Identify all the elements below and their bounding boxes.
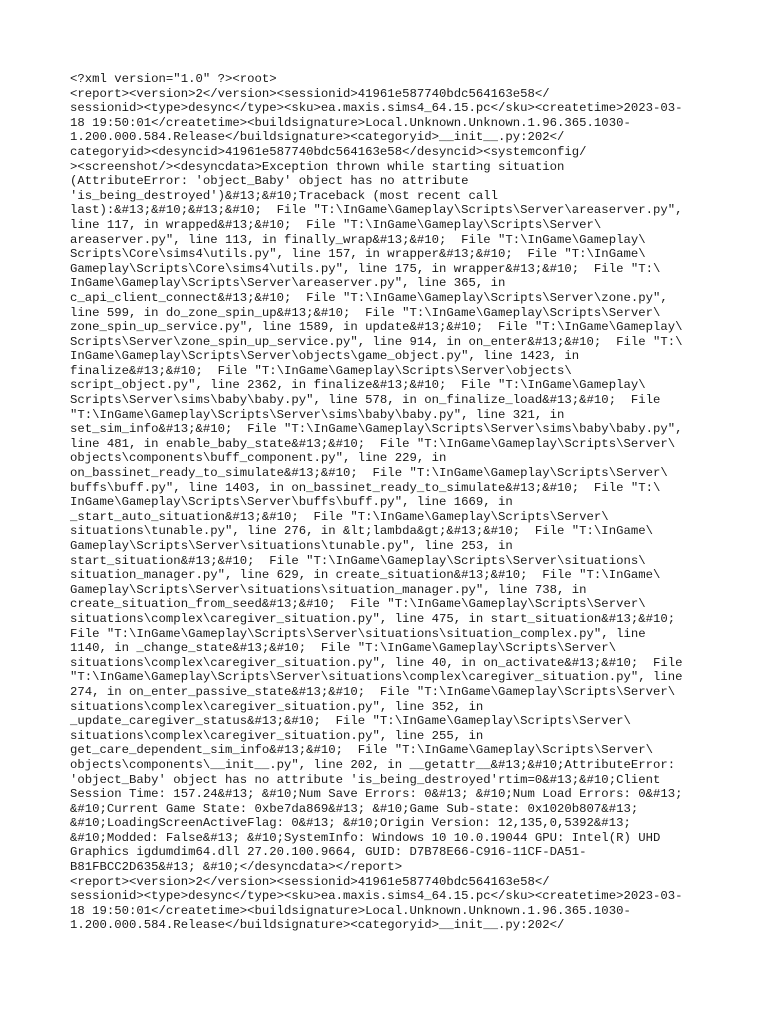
lastexception-xml-text: <?xml version="1.0" ?><root> <report><version>2</version><sessionid>41961e587740bdc564163e58</ sessionid><type>desync</type><sku>ea.maxis.sims4_64.15.pc</sku><createtime>2023-03- 18 19:50:01</createtime><buildsignature>Local.Unknown.Unknown.1.96.365.1030- 1.200.000.584.Release</buildsignature><categoryid>__init__.py:202</ categoryid><desyncid>41961e587740bdc564163e58</desyncid><systemconfig/ ><screenshot/><desyncdata>Exception thrown while starting situation (AttributeError: 'object_Baby' object has no attribute 'is_being_destroyed')&#13;&#10;Traceback (most recent call last):&#13;&#10;&#13;&#10; File "T:\InGame\Gameplay\Scripts\Server\areaserver.py", line 117, in wrapped&#13;&#10; File "T:\InGame\Gameplay\Scripts\Server\ areaserver.py", line 113, in finally_wrap&#13;&#10; File "T:\InGame\Gameplay\ Scripts\Core\sims4\utils.py", line 157, in wrapper&#13;&#10; File "T:\InGame\ Gameplay\Scripts\Core\sims4\utils.py", line 175, in wrapper&#13;&#10; File "T:\ InGame\Gameplay\Scripts\Server\areaserver.py", line 365, in c_api_client_connect&#13;&#10; File "T:\InGame\Gameplay\Scripts\Server\zone.py", line 599, in do_zone_spin_up&#13;&#10; File "T:\InGame\Gameplay\Scripts\Server\ zone_spin_up_service.py", line 1589, in update&#13;&#10; File "T:\InGame\Gameplay\ Scripts\Server\zone_spin_up_service.py", line 914, in on_enter&#13;&#10; File "T:\ InGame\Gameplay\Scripts\Server\objects\game_object.py", line 1423, in finalize&#13;&#10; File "T:\InGame\Gameplay\Scripts\Server\objects\ script_object.py", line 2362, in finalize&#13;&#10; File "T:\InGame\Gameplay\ Scripts\Server\sims\baby\baby.py", line 578, in on_finalize_load&#13;&#10; File "T:\InGame\Gameplay\Scripts\Server\sims\baby\baby.py", line 321, in set_sim_info&#13;&#10; File "T:\InGame\Gameplay\Scripts\Server\sims\baby\baby.py", line 481, in enable_baby_state&#13;&#10; File "T:\InGame\Gameplay\Scripts\Server\ objects\components\buff_component.py", line 229, in on_bassinet_ready_to_simulate&#13;&#10; File "T:\InGame\Gameplay\Scripts\Server\ buffs\buff.py", line 1403, in on_bassinet_ready_to_simulate&#13;&#10; File "T:\ InGame\Gameplay\Scripts\Server\buffs\buff.py", line 1669, in _start_auto_situation&#13;&#10; File "T:\InGame\Gameplay\Scripts\Server\ situations\tunable.py", line 276, in &lt;lambda&gt;&#13;&#10; File "T:\InGame\ Gameplay\Scripts\Server\situations\tunable.py", line 253, in start_situation&#13;&#10; File "T:\InGame\Gameplay\Scripts\Server\situations\ situation_manager.py", line 629, in create_situation&#13;&#10; File "T:\InGame\ Gameplay\Scripts\Server\situations\situation_manager.py", line 738, in create_situation_from_seed&#13;&#10; File "T:\InGame\Gameplay\Scripts\Server\ situations\complex\caregiver_situation.py", line 475, in start_situation&#13;&#10; File "T:\InGame\Gameplay\Scripts\Server\situations\situation_complex.py", line 1140, in _change_state&#13;&#10; File "T:\InGame\Gameplay\Scripts\Server\ situations\complex\caregiver_situation.py", line 40, in on_activate&#13;&#10; File "T:\InGame\Gameplay\Scripts\Server\situations\complex\caregiver_situation.py", line 274, in on_enter_passive_state&#13;&#10; File "T:\InGame\Gameplay\Scripts\Server\ situations\complex\caregiver_situation.py", line 352, in _update_caregiver_status&#13;&#10; File "T:\InGame\Gameplay\Scripts\Server\ situations\complex\caregiver_situation.py", line 255, in get_care_dependent_sim_info&#13;&#10; File "T:\InGame\Gameplay\Scripts\Server\ objects\components\__init__.py", line 202, in __getattr__&#13;&#10;AttributeError: 'object_Baby' object has no attribute 'is_being_destroyed'rtim=0&#13;&#10;Client Session Time: 157.24&#13; &#10;Num Save Errors: 0&#13; &#10;Num Load Errors: 0&#13; &#10;Current Game State: 0xbe7da869&#13; &#10;Game Sub-state: 0x1020b807&#13; &#10;LoadingScreenActiveFlag: 0&#13; &#10;Origin Version: 12,135,0,5392&#13; &#10;Modded: False&#13; &#10;SystemInfo: Windows 10 10.0.19044 GPU: Intel(R) UHD Graphics igdumdim64.dll 27.20.100.9664, GUID: D7B78E66-C916-11CF-DA51- B81FBCC2D635&#13; &#10;</desyncdata></report> <report><version>2</version><sessionid>41961e587740bdc564163e58</ sessionid><type>desync</type><sku>ea.maxis.sims4_64.15.pc</sku><createtime>2023-03- 18 19:50:01</createtime><buildsignature>Local.Unknown.Unknown.1.96.365.1030- 1.200.000.584.Release</buildsignature><categoryid>__init__.py:202</ <box>70 72 683 933</box>
